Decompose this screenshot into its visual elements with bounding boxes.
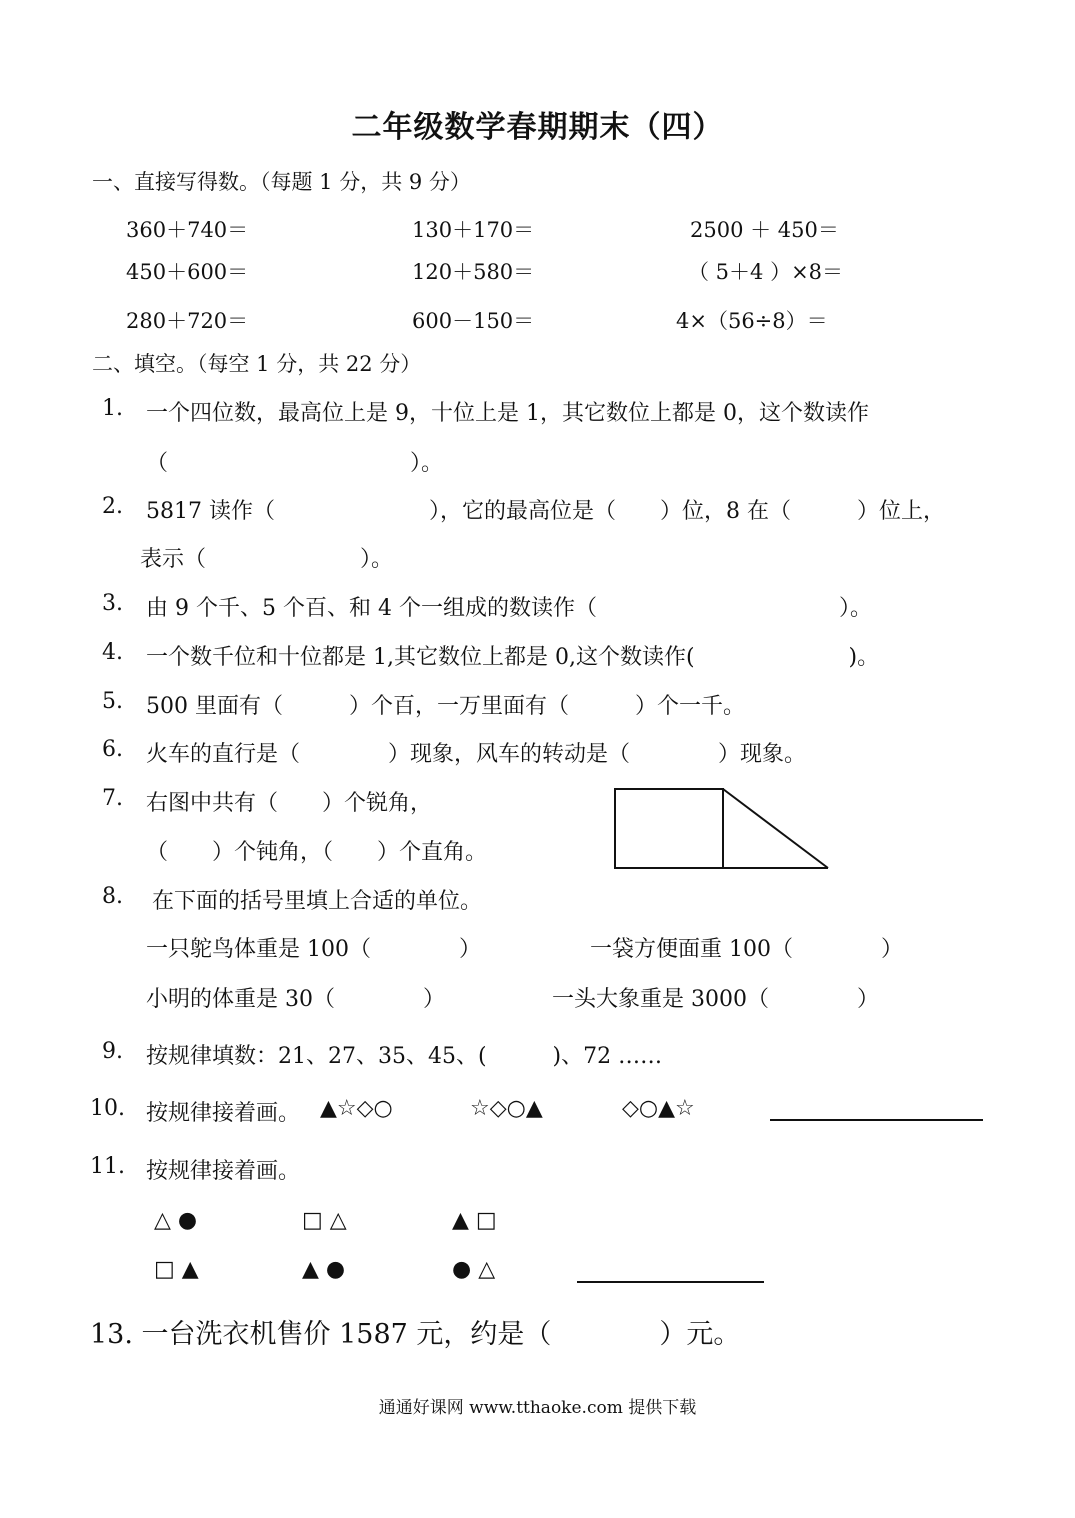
- question-2-text: 5817 读作（ ），它的最高位是（ ）位，8 在（ ）位上，: [146, 499, 945, 524]
- question-number: 4.: [102, 640, 123, 665]
- question-number: 6.: [102, 737, 123, 762]
- calc-item: 280＋720＝: [126, 309, 249, 333]
- question-6-text: 火车的直行是（ ）现象，风车的转动是（ ）现象。: [146, 742, 807, 767]
- calc-item: 4×（56÷8）＝: [676, 309, 828, 333]
- question-8-item: 一只鸵鸟体重是 100（ ）: [146, 937, 481, 962]
- figure-diagonal: [723, 789, 828, 868]
- calc-item: 130＋170＝: [412, 218, 535, 242]
- shape-pair: □ △: [302, 1208, 347, 1233]
- question-1-text: 一个四位数，最高位上是 9，十位上是 1，其它数位上都是 0，这个数读作: [146, 401, 869, 426]
- question-10-label: 按规律接着画。: [146, 1101, 301, 1126]
- question-2-text-cont: 表示（ ）。: [140, 547, 394, 572]
- shape-pair: ▲ ●: [302, 1257, 346, 1282]
- calc-item: 360＋740＝: [126, 218, 249, 242]
- pattern-group: ☆◇○▲: [470, 1096, 543, 1121]
- page-title: 二年级数学春期期末（四）: [351, 110, 724, 145]
- question-number: 2.: [102, 494, 123, 519]
- shape-pair: △ ●: [154, 1208, 198, 1233]
- question-number: 9.: [102, 1039, 123, 1064]
- question-13-text: 13. 一台洗衣机售价 1587 元，约是（ ）元。: [90, 1319, 741, 1350]
- question-4-text: 一个数千位和十位都是 1,其它数位上都是 0,这个数读作( )。: [146, 645, 880, 670]
- question-8-item: 小明的体重是 30（ ）: [146, 987, 445, 1012]
- question-number: 11.: [90, 1154, 125, 1179]
- section1-heading: 一、直接写得数。（每题 1 分，共 9 分）: [92, 170, 471, 194]
- question-8-item: 一头大象重是 3000（ ）: [552, 987, 879, 1012]
- calc-item: （ 5＋4 ）×8＝: [688, 260, 844, 284]
- calc-item: 450＋600＝: [126, 260, 249, 284]
- page-footer: 通通好课网 www.tthaoke.com 提供下载: [378, 1398, 697, 1418]
- angle-figure: [612, 786, 834, 872]
- pattern-group: ◇○▲☆: [622, 1096, 695, 1121]
- question-number: 5.: [102, 689, 123, 714]
- calc-item: 600－150＝: [412, 309, 535, 333]
- question-1-blank: （ ）。: [146, 451, 444, 476]
- question-7-text-cont: （ ）个钝角，（ ）个直角。: [146, 840, 488, 865]
- question-number: 7.: [102, 786, 123, 811]
- question-8-heading: 在下面的括号里填上合适的单位。: [152, 889, 483, 914]
- section2-heading: 二、填空。（每空 1 分，共 22 分）: [92, 352, 422, 376]
- answer-line: [577, 1281, 764, 1283]
- question-8-item: 一袋方便面重 100（ ）: [590, 937, 903, 962]
- calc-item: 2500 ＋ 450＝: [690, 218, 839, 242]
- question-11-label: 按规律接着画。: [146, 1159, 301, 1184]
- question-3-text: 由 9 个千、5 个百、和 4 个一组成的数读作（ ）。: [146, 596, 872, 621]
- answer-line: [770, 1119, 983, 1121]
- question-number: 3.: [102, 591, 123, 616]
- shape-pair: ● △: [452, 1257, 496, 1282]
- question-9-text: 按规律填数：21、27、35、45、( )、72 ……: [146, 1044, 663, 1069]
- shape-pair: ▲ □: [452, 1208, 497, 1233]
- calc-item: 120＋580＝: [412, 260, 535, 284]
- question-number: 1.: [102, 396, 123, 421]
- question-5-text: 500 里面有（ ）个百，一万里面有（ ）个一千。: [146, 694, 745, 719]
- question-number: 10.: [90, 1096, 125, 1121]
- pattern-group: ▲☆◇○: [320, 1096, 393, 1121]
- figure-rectangle: [615, 789, 723, 868]
- question-7-text: 右图中共有（ ）个锐角，: [146, 791, 433, 816]
- shape-pair: □ ▲: [154, 1257, 199, 1282]
- question-number: 8.: [102, 884, 123, 909]
